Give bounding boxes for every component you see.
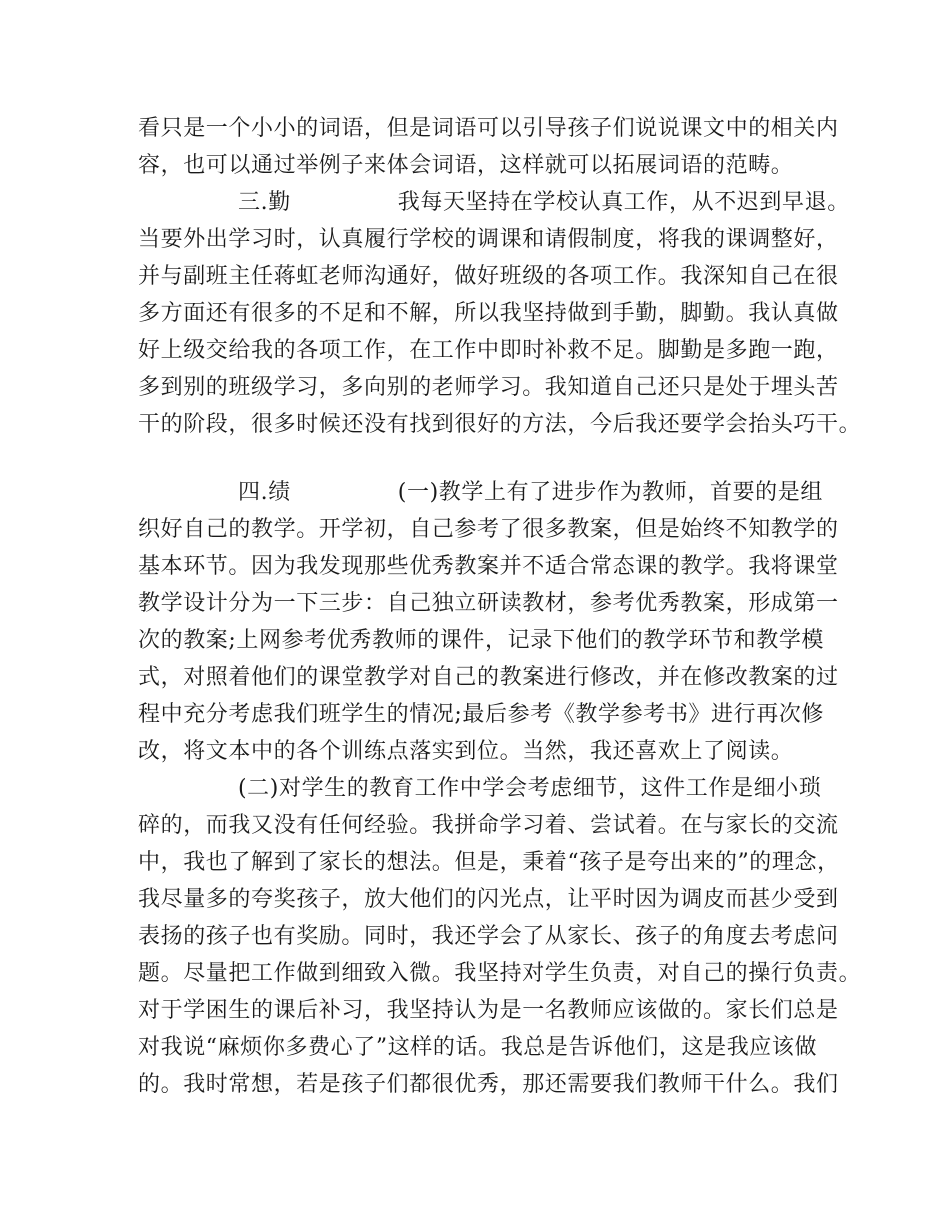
paragraph-line: 好上级交给我的各项工作，在工作中即时补救不足。脚勤是多跑一跑， [138, 338, 839, 363]
paragraph-line: 的。我时常想，若是孩子们都很优秀，那还需要我们教师干什么。我们 [138, 1072, 839, 1097]
paragraph-line: 式，对照着他们的课堂教学对自己的教案进行修改，并在修改教案的过 [138, 665, 839, 690]
paragraph-line: 看只是一个小小的词语，但是词语可以引导孩子们说说课文中的相关内 [138, 116, 839, 141]
section-text-ji: (一)教学上有了进步作为教师，首要的是组 [397, 480, 823, 505]
paragraph-line: 我尽量多的夸奖孩子，放大他们的闪光点，让平时因为调皮而甚少受到 [138, 887, 839, 912]
paragraph-line: 多方面还有很多的不足和不解，所以我坚持做到手勤，脚勤。我认真做 [138, 301, 839, 326]
section-heading-ji: 四.绩 [238, 480, 291, 505]
paragraph-line: 中，我也了解到了家长的想法。但是，秉着“孩子是夸出来的”的理念， [138, 850, 840, 875]
paragraph-line: 当要外出学习时，认真履行学校的调课和请假制度，将我的课调整好， [138, 227, 839, 252]
section-text-qin: 我每天坚持在学校认真工作，从不迟到早退。 [397, 190, 850, 215]
paragraph-line: 并与副班主任蒋虹老师沟通好，做好班级的各项工作。我深知自己在很 [138, 264, 839, 289]
section-heading-qin: 三.勤 [238, 190, 291, 215]
paragraph-line: 基本环节。因为我发现那些优秀教案并不适合常态课的教学。我将课堂 [138, 554, 839, 579]
paragraph-line: 容，也可以通过举例子来体会词语，这样就可以拓展词语的范畴。 [138, 153, 794, 178]
paragraph-line: 改，将文本中的各个训练点落实到位。当然，我还喜欢上了阅读。 [138, 739, 794, 764]
paragraph-line: 次的教案;上网参考优秀教师的课件，记录下他们的教学环节和教学模 [138, 628, 825, 653]
paragraph-line: 织好自己的教学。开学初，自己参考了很多教案，但是始终不知教学的 [138, 517, 839, 542]
paragraph-line: 对我说“麻烦你多费心了”这样的话。我总是告诉他们，这是我应该做 [138, 1035, 818, 1060]
paragraph-line: 多到别的班级学习，多向别的老师学习。我知道自己还只是处于埋头苦 [138, 375, 839, 400]
paragraph-line: 题。尽量把工作做到细致入微。我坚持对学生负责，对自己的操行负责。 [138, 961, 862, 986]
paragraph-line: 干的阶段，很多时候还没有找到很好的方法，今后我还要学会抬头巧干。 [138, 412, 862, 437]
section-line-ji [238, 477, 823, 509]
paragraph-line: 表扬的孩子也有奖励。同时，我还学会了从家长、孩子的角度去考虑问 [138, 924, 839, 949]
paragraph-line: (二)对学生的教育工作中学会考虑细节，这件工作是细小琐 [238, 776, 822, 801]
paragraph-line: 对于学困生的课后补习，我坚持认为是一名教师应该做的。家长们总是 [138, 998, 839, 1023]
paragraph-line: 程中充分考虑我们班学生的情况;最后参考《教学参考书》进行再次修 [138, 702, 825, 727]
paragraph-line: 教学设计分为一下三步：自己独立研读教材，参考优秀教案，形成第一 [138, 591, 839, 616]
section-line-qin [238, 187, 850, 219]
paragraph-line: 碎的，而我又没有任何经验。我拼命学习着、尝试着。在与家长的交流 [138, 813, 839, 838]
